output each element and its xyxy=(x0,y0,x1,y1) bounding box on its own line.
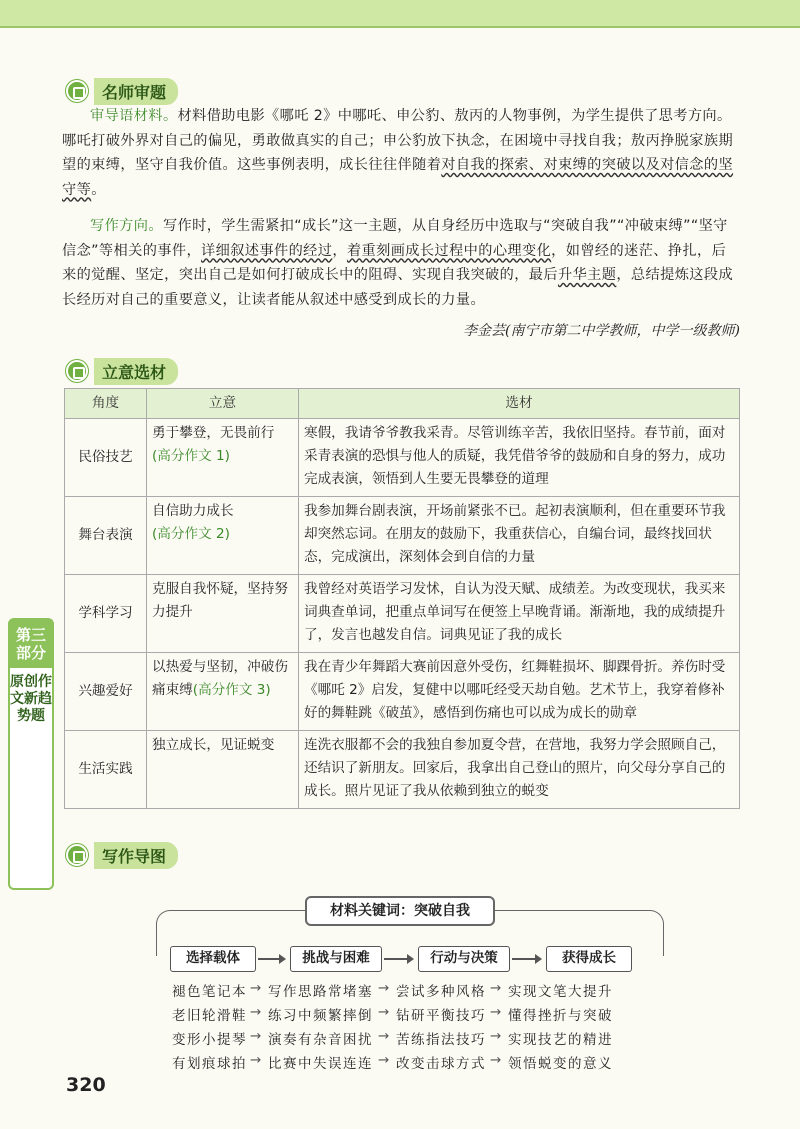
cell-material: 我参加舞台剧表演，开场前紧张不已。起初表演顺利，但在重要环节我却突然忘词。在朋友的鼓励下，我重获信心，自编台词，最终找回状态，完成演出，深刻体会到自信的力量 xyxy=(299,497,740,575)
cell-angle: 兴趣爱好 xyxy=(65,653,147,731)
cell-angle: 生活实践 xyxy=(65,731,147,809)
ideas-table xyxy=(64,388,740,809)
cell-angle: 民俗技艺 xyxy=(65,419,147,497)
cell-material: 寒假，我请爷爷教我采青。尽管训练辛苦，我依旧坚持。春节前，面对采青表演的恐惧与他人的质疑，我凭借爷爷的鼓励和自身的努力，成功完成表演，领悟到人生要无畏攀登的道理 xyxy=(299,419,740,497)
keyword-box: 材料关键词：突破自我 xyxy=(305,896,495,926)
writing-flow-diagram xyxy=(150,890,670,1080)
chain-challenge: 写作思路常堵塞 xyxy=(268,984,373,1000)
cell-idea xyxy=(147,497,299,575)
cell-idea xyxy=(147,731,299,809)
material-end: 。 xyxy=(91,181,106,198)
chain-carrier: 老旧轮滑鞋 xyxy=(172,1008,247,1024)
direction-key-phrase-2: 着重刻画成长过程中的心理变化 xyxy=(346,242,552,259)
arrow-icon xyxy=(384,958,412,960)
idea-text: 自信助力成长 xyxy=(152,503,234,519)
part-subtitle: 原创作文新趋势题 xyxy=(10,674,52,724)
header-angle: 角度 xyxy=(65,389,147,419)
idea-text: 以热爱与坚韧，冲破伤痛束缚 xyxy=(152,659,288,698)
table-row xyxy=(65,653,740,731)
cell-angle: 学科学习 xyxy=(65,575,147,653)
arrow-icon: → xyxy=(250,1028,262,1044)
chain-carrier: 有划痕球拍 xyxy=(172,1056,247,1072)
part-side-tab xyxy=(8,618,54,890)
material-label: 审导语材料。 xyxy=(90,108,178,124)
chain-challenge: 演奏有杂音困扰 xyxy=(268,1032,373,1048)
direction-key-phrase-1: 详细叙述事件的经过 xyxy=(201,242,333,259)
table-header-row xyxy=(65,389,740,419)
material-text: 材料借助电影《哪吒 2》中哪吒、申公豹、敖丙的人物事例，为学生提供了思考方向。哪吒打破外界对自己的偏见，勇敢做真实的自己；申公豹放下执念，在困境中寻找自我；敖丙挣脱家族期望的束缚，坚守自我价值。这些事例表明，成长往往伴随着 xyxy=(62,108,734,173)
direction-text: 写作时，学生需紧扣“成长”这一主题，从自身经历中选取与“突破自我”“冲破束缚”“坚守信念”等相关的事件， xyxy=(62,218,728,259)
chain-challenge: 练习中频繁摔倒 xyxy=(268,1008,373,1024)
arrow-icon: → xyxy=(378,1028,390,1044)
arrow-icon: → xyxy=(250,1004,262,1020)
chain-row xyxy=(172,980,672,1000)
direction-comma: ， xyxy=(332,242,347,259)
chain-carrier: 褪色笔记本 xyxy=(172,984,247,1000)
section-badge-icon xyxy=(66,360,88,382)
arrow-icon: → xyxy=(490,980,502,996)
table-row xyxy=(65,497,740,575)
direction-label: 写作方向。 xyxy=(90,218,163,234)
material-paragraph xyxy=(62,104,738,202)
direction-text-2: ，如曾经的迷茫、挣扎，后来的觉醒、坚定，突出自己是如何打破成长中的阻碍、实现自我突破的，最后 xyxy=(62,242,727,283)
step-box-growth: 获得成长 xyxy=(546,946,632,972)
section-badge-icon xyxy=(66,80,88,102)
direction-paragraph xyxy=(62,214,738,312)
table-row xyxy=(65,419,740,497)
cell-material: 我曾经对英语学习发怵，自认为没天赋、成绩差。为改变现状，我买来词典查单词，把重点单词写在便签上早晚背诵。渐渐地，我的成绩提升了，发言也越发自信。词典见证了我的成长 xyxy=(299,575,740,653)
section-badge-icon xyxy=(66,844,88,866)
part-label: 第三部分 xyxy=(10,620,52,668)
essay-tag: (高分作文 1) xyxy=(152,448,230,464)
teacher-signature: 李金芸(南宁市第二中学教师，中学一级教师) xyxy=(463,323,740,339)
arrow-icon: → xyxy=(378,980,390,996)
cell-angle: 舞台表演 xyxy=(65,497,147,575)
arrow-icon xyxy=(258,958,284,960)
table-row xyxy=(65,575,740,653)
section-header-review xyxy=(66,78,178,104)
arrow-icon: → xyxy=(378,1052,390,1068)
header-idea: 立意 xyxy=(147,389,299,419)
idea-text: 独立成长，见证蜕变 xyxy=(152,737,275,753)
arrow-icon xyxy=(512,958,540,960)
section-header-ideas xyxy=(66,358,178,384)
chain-growth: 领悟蜕变的意义 xyxy=(508,1056,613,1072)
arrow-icon: → xyxy=(250,1052,262,1068)
idea-text: 勇于攀登，无畏前行 xyxy=(152,425,275,441)
cell-idea xyxy=(147,575,299,653)
page-number: 320 xyxy=(66,1074,106,1096)
cell-idea xyxy=(147,653,299,731)
chain-action: 苦练指法技巧 xyxy=(396,1032,486,1048)
arrow-icon: → xyxy=(250,980,262,996)
step-box-challenge: 挑战与困难 xyxy=(290,946,382,972)
chain-growth: 懂得挫折与突破 xyxy=(508,1008,613,1024)
cell-idea xyxy=(147,419,299,497)
chain-row xyxy=(172,1004,672,1024)
material-key-phrase: 对自我的探索、对束缚的突破以及对信念的坚守等 xyxy=(62,157,734,198)
arrow-icon: → xyxy=(378,1004,390,1020)
section-header-map xyxy=(66,842,178,868)
direction-text-3: ，总结提炼这段成长经历对自己的重要意义，让读者能从叙述中感受到成长的力量。 xyxy=(62,267,734,308)
essay-tag: (高分作文 3) xyxy=(192,682,271,698)
arrow-icon: → xyxy=(490,1028,502,1044)
section-title: 名师审题 xyxy=(94,78,178,105)
idea-text: 克服自我怀疑，坚持努力提升 xyxy=(152,581,288,620)
chain-row xyxy=(172,1052,672,1072)
essay-tag: (高分作文 2) xyxy=(152,526,230,542)
top-decor-bar xyxy=(0,0,800,28)
section-title: 立意选材 xyxy=(94,358,178,385)
chain-carrier: 变形小提琴 xyxy=(172,1032,247,1048)
step-box-action: 行动与决策 xyxy=(418,946,510,972)
cell-material: 我在青少年舞蹈大赛前因意外受伤，红舞鞋损坏、脚踝骨折。养伤时受《哪吒 2》启发，复健中以哪吒经受天劫自勉。艺术节上，我穿着修补好的舞鞋跳《破茧》，感悟到伤痛也可以成为成长的勋章 xyxy=(299,653,740,731)
chain-row xyxy=(172,1028,672,1048)
chain-growth: 实现文笔大提升 xyxy=(508,984,613,1000)
table-row xyxy=(65,731,740,809)
chain-action: 改变击球方式 xyxy=(396,1056,486,1072)
section-title: 写作导图 xyxy=(94,842,178,869)
step-box-carrier: 选择载体 xyxy=(170,946,256,972)
arrow-icon: → xyxy=(490,1004,502,1020)
chain-action: 尝试多种风格 xyxy=(396,984,486,1000)
chain-action: 钻研平衡技巧 xyxy=(396,1008,486,1024)
chain-challenge: 比赛中失误连连 xyxy=(268,1056,373,1072)
arrow-icon: → xyxy=(490,1052,502,1068)
chain-growth: 实现技艺的精进 xyxy=(508,1032,613,1048)
direction-key-phrase-3: 升华主题 xyxy=(557,267,617,283)
header-material: 选材 xyxy=(299,389,740,419)
cell-material: 连洗衣服都不会的我独自参加夏令营，在营地，我努力学会照顾自己，还结识了新朋友。回家后，我拿出自己登山的照片，向父母分享自己的成长。照片见证了我从依赖到独立的蜕变 xyxy=(299,731,740,809)
